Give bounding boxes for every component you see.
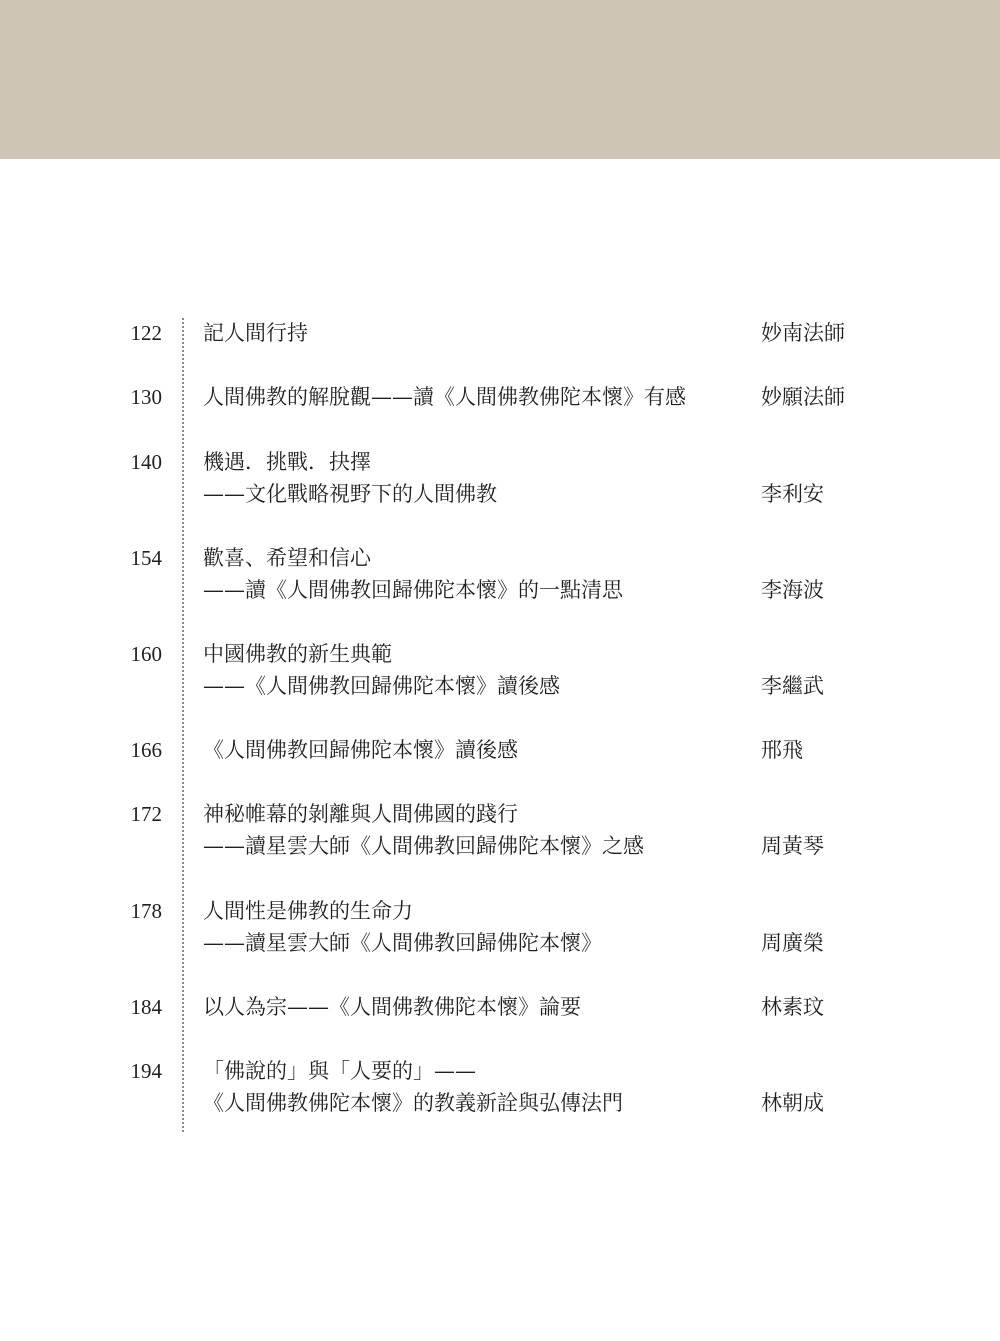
entry-author: 李繼武 <box>761 674 824 698</box>
dotted-divider <box>182 318 184 1132</box>
page-number: 160 <box>130 642 162 666</box>
entry-author: 李海波 <box>761 578 824 602</box>
entry-subtitle: 《人間佛教佛陀本懷》的教義新詮與弘傳法門 <box>203 1091 623 1115</box>
entry-author: 周黃琴 <box>761 834 824 858</box>
page-number: 184 <box>130 995 162 1019</box>
entry-author: 李利安 <box>761 482 824 506</box>
entry-subtitle: ——《人間佛教回歸佛陀本懷》讀後感 <box>203 674 560 698</box>
entry-title: 人間佛教的解脫觀——讀《人間佛教佛陀本懷》有感 <box>203 385 686 409</box>
entry-author: 林素玟 <box>761 995 824 1019</box>
entry-subtitle: ——讀星雲大師《人間佛教回歸佛陀本懷》 <box>203 931 602 955</box>
page-number: 172 <box>130 802 162 826</box>
entry-author: 妙南法師 <box>761 321 845 345</box>
entry-title: 神秘帷幕的剝離與人間佛國的踐行 <box>203 802 518 826</box>
page-number: 194 <box>130 1059 162 1083</box>
entry-title: 歡喜、希望和信心 <box>203 546 371 570</box>
page-number: 154 <box>130 546 162 570</box>
entry-subtitle: ——文化戰略視野下的人間佛教 <box>203 482 497 506</box>
entry-author: 妙願法師 <box>761 385 845 409</box>
entry-subtitle: ——讀星雲大師《人間佛教回歸佛陀本懷》之感 <box>203 834 644 858</box>
entry-subtitle: ——讀《人間佛教回歸佛陀本懷》的一點清思 <box>203 578 623 602</box>
entry-title: 記人間行持 <box>203 321 308 345</box>
entry-title: 《人間佛教回歸佛陀本懷》讀後感 <box>203 738 518 762</box>
entry-author: 邢飛 <box>761 738 803 762</box>
entry-title: 人間性是佛教的生命力 <box>203 899 413 923</box>
entry-author: 林朝成 <box>761 1091 824 1115</box>
page-number: 140 <box>130 450 162 474</box>
entry-title: 中國佛教的新生典範 <box>203 642 392 666</box>
page-number: 166 <box>130 738 162 762</box>
page-number: 178 <box>130 899 162 923</box>
entry-author: 周廣榮 <box>761 931 824 955</box>
page-number: 130 <box>130 385 162 409</box>
entry-title: 以人為宗——《人間佛教佛陀本懷》論要 <box>203 995 581 1019</box>
page-number: 122 <box>130 321 162 345</box>
entry-title: 「佛說的」與「人要的」—— <box>203 1059 476 1083</box>
entry-title: 機遇．挑戰．抉擇 <box>203 450 371 474</box>
